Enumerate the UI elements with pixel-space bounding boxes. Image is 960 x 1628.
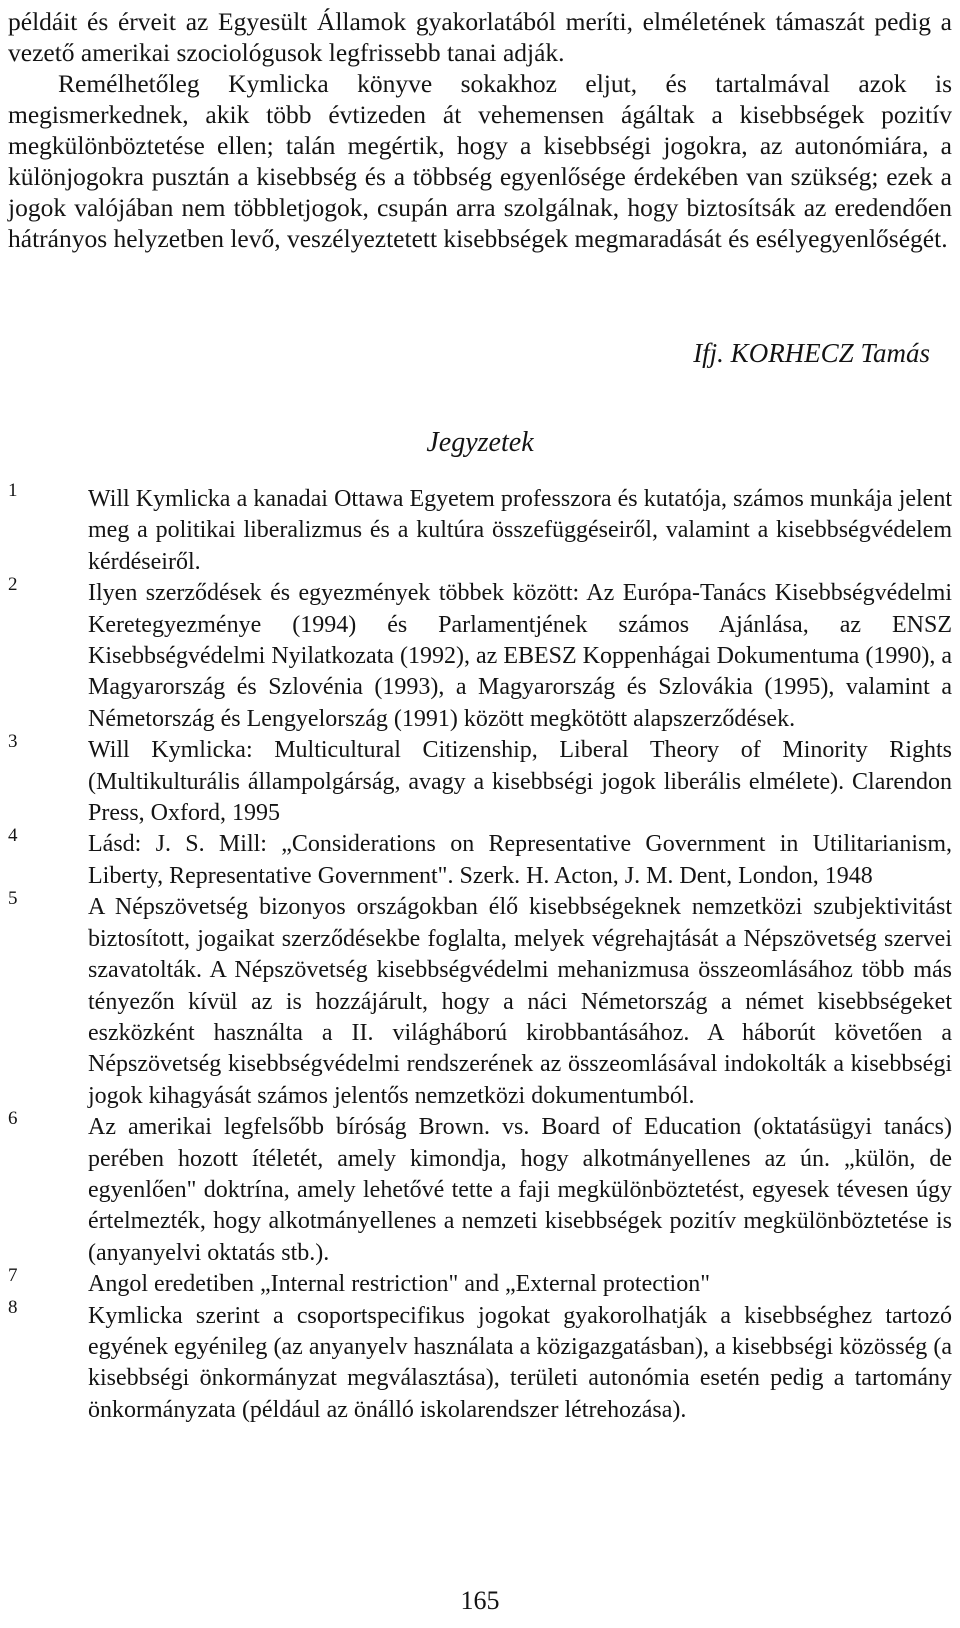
footnote-text: Ilyen szerződések és egyezmények többek között: Az Európa-Tanács Kisebbségvédelmi Keretegyezménye (1994) és Parlamentjének számos Ajánlása, az ENSZ Kisebbségvédelmi Nyilatkozata (1992), az EBESZ Koppenhágai Dokumentuma (1990), a Magyarország és Szlovénia (1993), a Magyarország és Szlovákia (1995), valamint a Németország és Lengyelország (1991) között megkötött alapszerződések.: [88, 580, 952, 732]
footnote-number: 1: [8, 480, 18, 501]
footnote-number: 8: [8, 1296, 18, 1318]
footnote-6: [8, 1108, 952, 1269]
author-signature: Ifj. KORHECZ Tamás: [693, 338, 930, 368]
footnote-text: Will Kymlicka a kanadai Ottawa Egyetem professzora és kutatója, számos munkája jelent meg a politikai liberalizmus és a kultúra összefüggéseiről, valamint a kisebbségvédelem kérdéseiről.: [88, 486, 952, 575]
footnote-4: [8, 825, 952, 892]
footnote-number: 5: [8, 888, 18, 910]
footnote-number: 2: [8, 574, 18, 596]
body-paragraph: Remélhetőleg Kymlicka könyve sokakhoz eljut, és tartalmával azok is megismerkednek, akik több évtizeden át vehemensen ágáltak a kisebbségek pozitív megkülönböztetése ellen; talán megértik, hogy a kisebbségi jogokra, az autonómiára, a különjogokra pusztán a kisebbség és a többség egyenlősége érdekében van szükség; ezek a jogok valójában nem többletjogok, csupán arra szolgálnak, hogy biztosítsák az eredendően hátrányos helyzetben levő, veszélyeztetett kisebbségek megmaradását és esélyegyenlőségét.: [8, 69, 952, 253]
footnote-1: [8, 480, 952, 578]
footnote-8: [8, 1296, 952, 1427]
footnote-number: 6: [8, 1108, 18, 1130]
body-paragraph-continued: példáit és érveit az Egyesült Államok gyakorlatából meríti, elméletének támaszát pedig a vezető amerikai szociológusok legfrissebb tanai adják.: [8, 7, 952, 67]
footnote-7: [8, 1265, 952, 1300]
footnotes-list: [8, 480, 952, 1426]
footnote-text: Kymlicka szerint a csoportspecifikus jogokat gyakorolhatják a kisebbséghez tartozó egyének egyénileg (az anyanyelv használata a közigazgatásban), a kisebbségi közösség (a kisebbségi önkormányzat megválasztása), területi autonómia esetén pedig a tartomány önkormányzata (például az önálló iskolarendszer létrehozása).: [88, 1302, 952, 1423]
footnote-text: Will Kymlicka: Multicultural Citizenship, Liberal Theory of Minority Rights (Multikulturális állampolgárság, avagy a kisebbségi jogok liberális elmélete). Clarendon Press, Oxford, 1995: [88, 737, 952, 827]
footnote-3: [8, 731, 952, 829]
footnote-number: 3: [8, 731, 18, 753]
footnote-text: Lásd: J. S. Mill: „Considerations on Representative Government in Utilitarianism, Liberty, Representative Government". Szerk. H. Acton, J. M. Dent, London, 1948: [88, 831, 952, 889]
main-text: [8, 6, 952, 254]
notes-heading: Jegyzetek: [426, 427, 534, 458]
footnote-2: [8, 574, 952, 735]
footnote-5: [8, 888, 952, 1112]
footnote-text: Angol eredetiben „Internal restriction" and „External protection": [88, 1271, 711, 1298]
footnote-text: A Népszövetség bizonyos országokban élő kisebbségeknek nemzetközi szubjektivitást biztosított, jogaikat szerződésekbe foglalta, melyek végrehajtását a Népszövetség szervei szavatolták. A Népszövetség kisebbségvédelmi mehanizmusa összeomlásához több más tényezőn kívül az is hozzájárult, hogy a náci Németország a német kisebbségeket eszközként használta a II. világháború kirobbantásához. A háborút követően a Népszövetség kisebbségvédelmi rendszerének az összeomlásával indokolták a kisebbségi jogok kihagyását számos jelentős nemzetközi dokumentumból.: [88, 894, 952, 1109]
footnote-number: 7: [8, 1265, 18, 1287]
footnote-text: Az amerikai legfelsőbb bíróság Brown. vs. Board of Education (oktatásügyi tanács) perében hozott ítéletét, amely kimondja, hogy alkotmányellenes az ún. „külön, de egyenlően" doktrína, amely lehetővé tette a faji megkülönböztetést, egyesek tévesen úgy értelmezték, hogy alkotmányellenes a nemzeti kisebbségek pozitív megkülönböztetése is (anyanyelvi oktatás stb.).: [88, 1114, 952, 1266]
page-number: 165: [460, 1586, 500, 1615]
footnote-number: 4: [8, 825, 18, 847]
